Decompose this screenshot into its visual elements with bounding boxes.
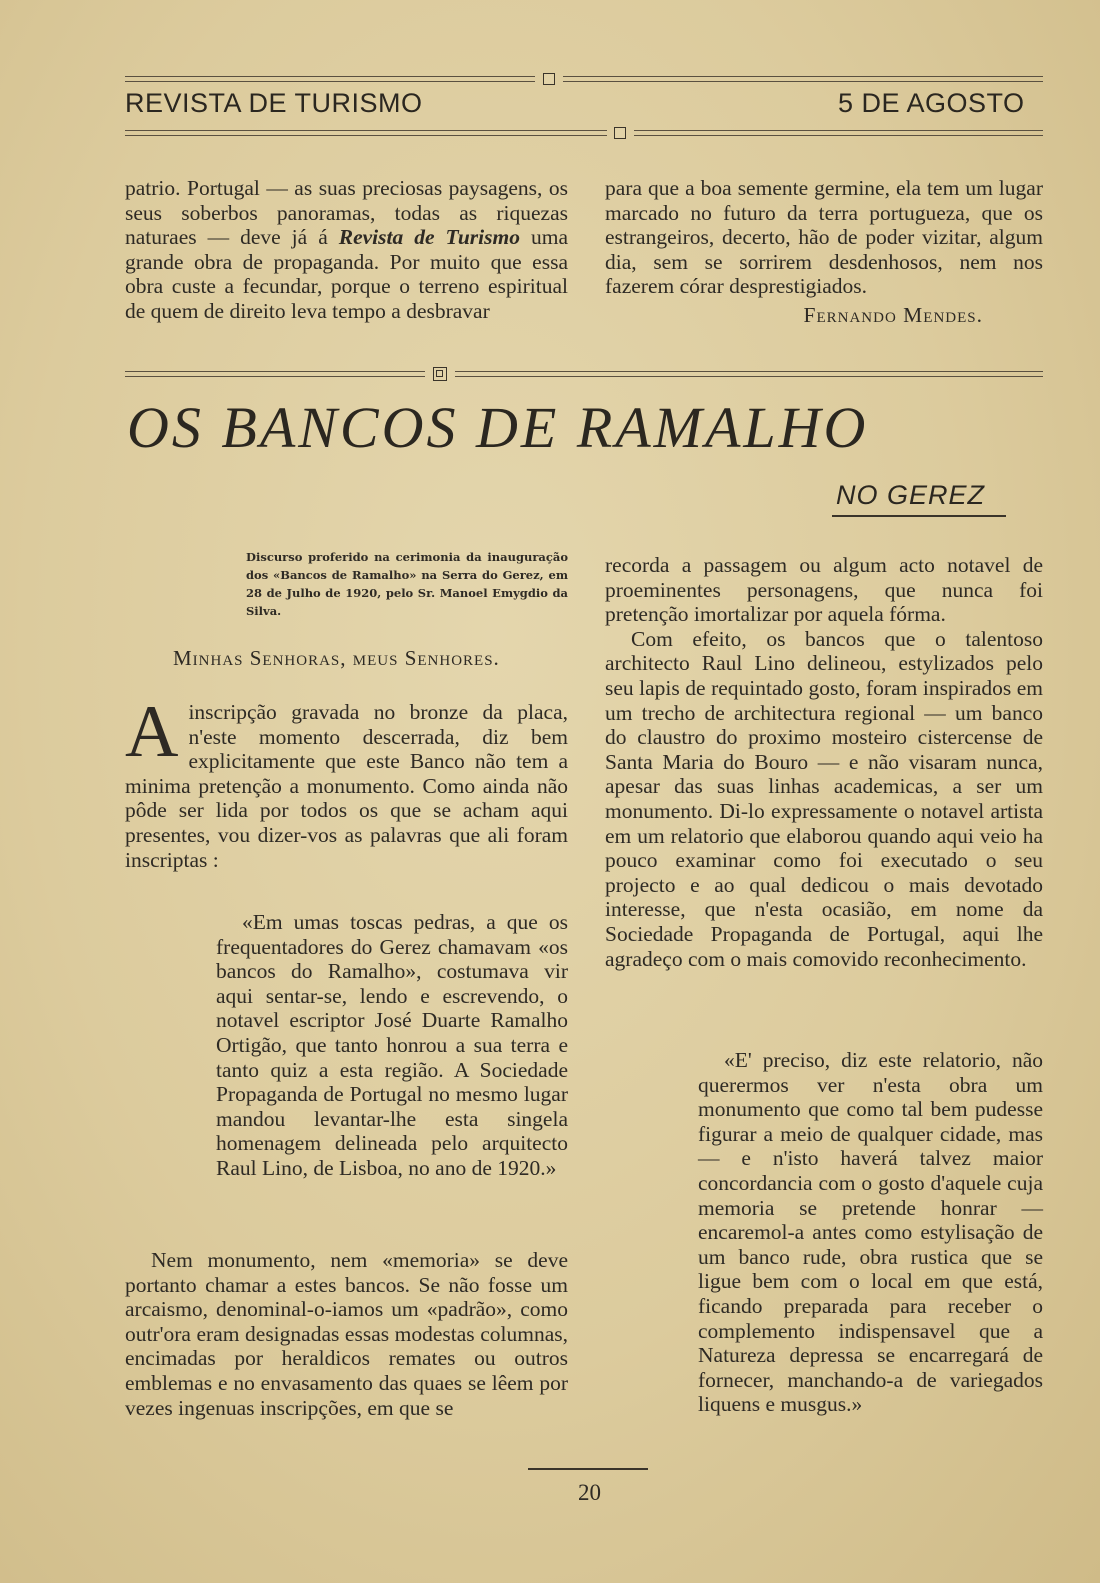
left-column-lower bbox=[125, 1248, 568, 1420]
header-rule-top-right bbox=[563, 76, 1043, 82]
journal-title: REVISTA DE TURISMO bbox=[125, 88, 423, 118]
top-right-text: para que a boa semente germine, ela tem um lugar marcado no futuro da terra portugueza, que os estrangeiros, decerto, hão de poder vizitar, algum dia, sem se sorrirem desdenhosos, nem nos fazerem córar desprestigiados. bbox=[605, 176, 1043, 299]
issue-date: 5 DE AGOSTO bbox=[838, 88, 1025, 118]
header-rule-top-left bbox=[125, 76, 535, 82]
inscription-quote bbox=[216, 910, 568, 1181]
header-ornament-bottom bbox=[614, 127, 626, 139]
article-title: OS BANCOS DE RAMALHO bbox=[127, 395, 869, 460]
header-rule-bottom-left bbox=[125, 130, 607, 136]
author-signature: Fernando Mendes. bbox=[803, 302, 983, 327]
header-rule-bottom-right bbox=[634, 130, 1043, 136]
top-left-text: patrio. Portugal — as suas preciosas paysagens, os seus soberbos panoramas, todas as riquezas naturaes — deve já á bbox=[125, 176, 568, 250]
left-column bbox=[125, 691, 568, 872]
top-right-column bbox=[605, 176, 1043, 328]
salutation: Minhas Senhoras, meus Senhores. bbox=[173, 646, 500, 670]
report-quote bbox=[698, 1048, 1043, 1417]
section-rule-left bbox=[125, 371, 425, 377]
report-quote-text: «E' preciso, diz este relatorio, não querermos ver n'esta obra um monumento que como tal bem pudesse figurar a meio de qualquer cidade, mas — e n'isto haverá talvez maior concordancia com o gosto d'aquele cuja memoria se pretende honrar — encaremol-a antes como estylisação de um banco rude, obra rustica que se ligue bem com o local em que está, ficando preparada para receber o complemento indispensavel que a Natureza depressa se encarregará de fornecer, manchando-a de variegados liquens e musgus.» bbox=[698, 1048, 1043, 1417]
first-paragraph bbox=[125, 691, 568, 872]
drop-cap: A bbox=[125, 691, 179, 773]
right-column bbox=[605, 553, 1043, 971]
article-subtitle: NO GEREZ bbox=[836, 480, 986, 510]
third-paragraph: recorda a passagem ou algum acto notavel de proeminentes personagens, que nunca foi pretenção imortalizar por aquela fórma. bbox=[605, 553, 1043, 627]
first-paragraph-text: inscripção gravada no bronze da placa, n'este momento descerrada, diz bem explicitamente que este Banco não tem a minima pretenção a monumento. Como ainda não pôde ser lida por todos os que se acham aqui presentes, vou dizer-vos as palavras que ali foram inscriptas : bbox=[125, 700, 568, 872]
footer-rule bbox=[528, 1468, 648, 1470]
top-left-column bbox=[125, 176, 568, 324]
fourth-paragraph: Com efeito, os bancos que o talentoso architecto Raul Lino delineou, estylizados pelo seu lapis de requintado gosto, foram inspirados em um trecho de architectura regional — um banco do claustro do proximo mosteiro cistercense de Santa Maria do Bouro — e não visaram nunca, apesar das suas linhas academicas, a ser um monumento. Di-lo expressamente o notavel artista em um relatorio que elaborou quando aqui veio ha pouco examinar como foi executado o seu projecto e ao qual dedicou o mais devotado interesse, que n'esta ocasião, em nome da Sociedade Propaganda de Portugal, aqui lhe agradeço com o mais comovido reconhecimento. bbox=[605, 626, 1043, 971]
section-ornament bbox=[433, 367, 447, 381]
inscription-text: «Em umas toscas pedras, a que os frequentadores do Gerez chamavam «os bancos do Ramalho», costumava vir aqui sentar-se, lendo e escrevendo, o notavel escriptor José Duarte Ramalho Ortigão, que tanto honrou a sua terra e tanto quiz a esta região. A Sociedade Propaganda de Portugal no mesmo lugar mandou levantar-lhe esta singela homenagem delineada pelo arquitecto Raul Lino, de Lisboa, no ano de 1920.» bbox=[216, 910, 568, 1180]
subtitle-underline bbox=[832, 515, 1006, 517]
second-paragraph: Nem monumento, nem «memoria» se deve portanto chamar a estes bancos. Se não fosse um arcaismo, denominal-o-iamos um «padrão», como outr'ora eram designadas essas modestas columnas, encimadas por heraldicos remates ou outros emblemas e no envasamento das quaes se lêem por vezes ingenuas inscripções, em que se bbox=[125, 1248, 568, 1420]
section-rule-right bbox=[455, 371, 1043, 377]
journal-name-italic: Revista de Turismo bbox=[338, 225, 520, 250]
speech-note: Discurso proferido na cerimonia da inauguração dos «Bancos de Ramalho» na Serra do Gerez, em 28 de Julho de 1920, pelo Sr. Manoel Emygdio da Silva. bbox=[246, 550, 568, 618]
top-left-text-continued: uma grande obra de propaganda. Por muito que essa obra custe a fecundar, porque o terreno espiritual de quem de direito leva tempo a desbravar bbox=[125, 225, 568, 323]
header-ornament-top bbox=[543, 73, 555, 85]
page-number: 20 bbox=[578, 1480, 601, 1505]
